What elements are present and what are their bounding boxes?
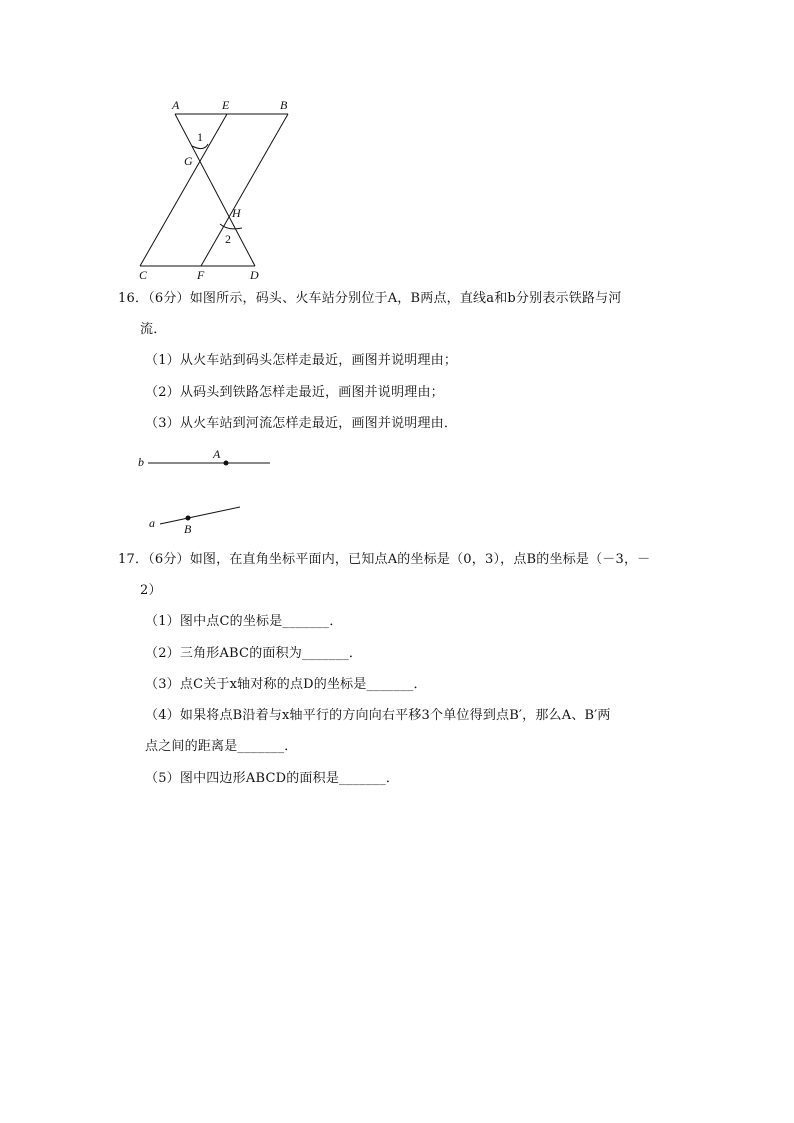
label-E: E: [222, 98, 230, 112]
label-angle-1: 1: [197, 130, 203, 144]
q17-header-cont: 2）: [140, 583, 162, 598]
angle-1-arc: [192, 144, 208, 149]
label-b: b: [138, 455, 144, 469]
q16-header: 16．（6分）如图所示，码头、火车站分别位于A，B两点，直线a和b分别表示铁路与河: [118, 291, 622, 306]
figure-rail-river: [130, 440, 280, 540]
q17-item-5: （5）图中四边形ABCD的面积是_______．: [145, 771, 400, 786]
angle-2-arc: [220, 224, 242, 229]
label-F: F: [197, 268, 205, 282]
q16-item-2: （2）从码头到铁路怎样走最近，画图并说明理由；: [145, 385, 444, 400]
label-B-dock: B: [184, 522, 192, 536]
label-H: H: [232, 206, 241, 220]
q17-item-2: （2）三角形ABC的面积为_______．: [145, 646, 363, 661]
q16-item-1: （1）从火车站到码头怎样走最近，画图并说明理由；: [145, 353, 458, 368]
point-B: [186, 516, 191, 521]
q17-item-3: （3）点C关于x轴对称的点D的坐标是_______．: [145, 677, 427, 692]
q16-header-cont: 流．: [140, 322, 167, 337]
figure-triangles-lines: [140, 114, 288, 266]
label-G: G: [184, 154, 193, 168]
label-A: A: [172, 98, 180, 112]
q17-header: 17．（6分）如图，在直角坐标平面内，已知点A的坐标是（0，3），点B的坐标是（－3，－: [118, 552, 651, 567]
point-A: [224, 461, 229, 466]
label-a: a: [149, 516, 155, 530]
label-D: D: [250, 268, 259, 282]
label-A-station: A: [213, 447, 221, 461]
line-a: [160, 507, 240, 524]
figure-triangles: [120, 92, 320, 287]
label-angle-2: 2: [225, 232, 231, 246]
label-C: C: [139, 268, 148, 282]
label-B: B: [280, 98, 288, 112]
q17-item-1: （1）图中点C的坐标是_______．: [145, 614, 343, 629]
q17-item-4: （4）如果将点B沿着与x轴平行的方向向右平移3个单位得到点B′，那么A、B′两: [145, 708, 611, 723]
q17-item-4-cont: 点之间的距离是_______．: [145, 739, 298, 754]
q16-item-3: （3）从火车站到河流怎样走最近，画图并说明理由．: [145, 416, 458, 431]
